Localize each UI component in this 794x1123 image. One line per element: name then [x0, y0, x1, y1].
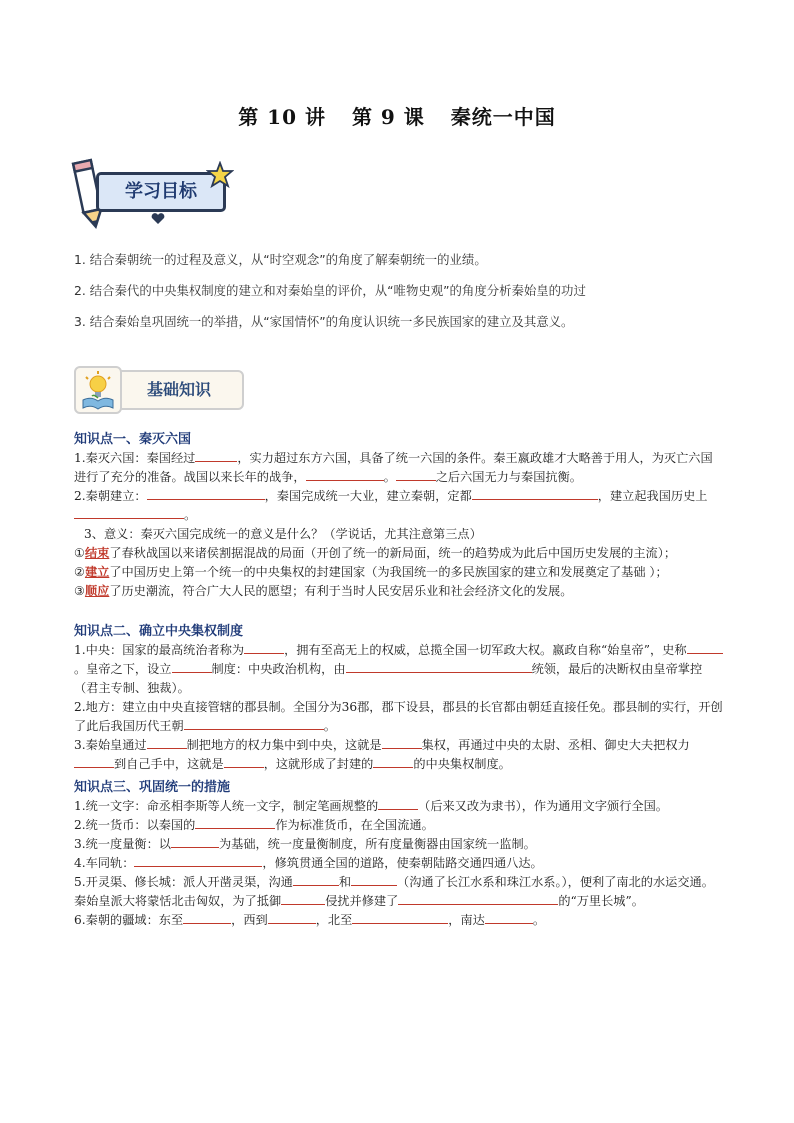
fill-blank[interactable] [352, 911, 448, 924]
k1-question: 3、意义：秦灭六国完成统一的意义是什么？（学说话，尤其注意第三点） [84, 527, 482, 541]
fill-blank[interactable] [268, 911, 316, 924]
fill-blank[interactable] [485, 911, 533, 924]
fill-blank[interactable] [244, 641, 284, 654]
k3-paragraph-5: 5.开灵渠、修长城：派人开凿灵渠，沟通 和 （沟通了长江水系和珠江水系。），便利了南北的水运交通。秦始皇派大将蒙恬北击匈奴，为了抵御 侵扰并修建了 的“万里长城”。 [74, 875, 714, 908]
section-heading: 知识点一、秦灭六国 [74, 432, 192, 447]
basics-badge-label: 基础知识 [114, 370, 244, 410]
goals-badge [68, 155, 233, 233]
k2-paragraph-3: 3.秦始皇通过 制把地方的权力集中到中央，这就是 集权，再通过中央的太尉、丞相、御史大夫把权力到自己手中，这就是 ，这就形成了封建的 的中央集权制度。 [74, 738, 690, 771]
fill-blank[interactable] [74, 755, 114, 768]
fill-blank[interactable] [183, 911, 231, 924]
title-name: 秦统一中国 [450, 105, 556, 129]
title-lecture: 第 10 讲 [238, 105, 326, 129]
k3-paragraph-1: 1.统一文字：命丞相李斯等人统一文字，制定笔画规整的 （后来又改为隶书），作为通用文字颁行全国。 [74, 799, 668, 813]
fill-blank[interactable] [184, 717, 324, 730]
fill-blank[interactable] [195, 449, 237, 462]
goal-item: 2. 结合秦代的中央集权制度的建立和对秦始皇的评价，从“唯物史观”的角度分析秦始皇的功过 [74, 283, 586, 298]
k3-paragraph-4: 4.车同轨： ，修筑贯通全国的道路，使秦朝陆路交通四通八达。 [74, 856, 543, 870]
heart-icon [151, 213, 165, 225]
k2-paragraph-1: 1.中央：国家的最高统治者称为 ，拥有至高无上的权威，总揽全国一切军政大权。嬴政自称“始皇帝”，史称。皇帝之下，设立 制度：中央政治机构，由 统领，最后的决断权由皇帝掌控（君主专制、独裁）。 [74, 641, 724, 698]
knowledge-content [74, 430, 724, 930]
fill-blank[interactable] [351, 873, 397, 886]
goals-badge-label: 学习目标 [96, 172, 226, 212]
k3-paragraph-3: 3.统一度量衡：以 为基础，统一度量衡制度，所有度量衡器由国家统一监制。 [74, 837, 536, 851]
fill-blank[interactable] [224, 755, 264, 768]
goal-item: 3. 结合秦始皇巩固统一的举措，从“家国情怀”的角度认识统一多民族国家的建立及其意义。 [74, 314, 574, 329]
page-title [0, 101, 794, 130]
section-heading: 知识点三、巩固统一的措施 [74, 780, 231, 795]
fill-blank[interactable] [293, 873, 339, 886]
fill-blank[interactable] [687, 641, 723, 654]
fill-blank[interactable] [382, 736, 422, 749]
fill-blank[interactable] [134, 854, 262, 867]
goal-item: 1. 结合秦朝统一的过程及意义，从“时空观念”的角度了解秦朝统一的业绩。 [74, 252, 487, 267]
fill-blank[interactable] [74, 506, 184, 519]
fill-blank[interactable] [171, 835, 219, 848]
fill-blank[interactable] [398, 892, 558, 905]
fill-blank[interactable] [396, 468, 436, 481]
k1-meaning-2: ②建立了中国历史上第一个统一的中央集权的封建国家（为我国统一的多民族国家的建立和发展奠定了基础 ）； [74, 565, 668, 579]
fill-blank[interactable] [378, 797, 418, 810]
fill-blank[interactable] [373, 755, 413, 768]
k3-paragraph-6: 6.秦朝的疆域：东至 ，西到 ，北至 ，南达 。 [74, 913, 546, 927]
k2-paragraph-2: 2.地方：建立由中央直接管辖的郡县制。全国分为36郡，郡下设县，郡县的长官都由朝廷直接任免。郡县制的实行，开创了此后我国历代王朝 。 [74, 700, 723, 733]
title-lesson: 第 9 课 [351, 105, 425, 129]
fill-blank[interactable] [147, 487, 265, 500]
fill-blank[interactable] [472, 487, 598, 500]
k3-paragraph-2: 2.统一货币：以秦国的 作为标准货币，在全国流通。 [74, 818, 434, 832]
k1-meaning-1: ①结束了春秋战国以来诸侯割据混战的局面（开创了统一的新局面，统一的趋势成为此后中国历史发展的主流）； [74, 546, 677, 560]
basics-badge [74, 366, 246, 416]
fill-blank[interactable] [281, 892, 325, 905]
section-heading: 知识点二、确立中央集权制度 [74, 624, 244, 639]
k1-paragraph-1: 1.秦灭六国：秦国经过 ，实力超过东方六国，具备了统一六国的条件。秦王嬴政雄才大略善于用人，为灭亡六国进行了充分的准备。战国以来长年的战争， 。 之后六国无力与秦国抗衡。 [74, 451, 713, 484]
fill-blank[interactable] [195, 816, 275, 829]
fill-blank[interactable] [172, 660, 212, 673]
k1-paragraph-2: 2.秦朝建立： ，秦国完成统一大业，建立秦朝，定都 ，建立起我国历史上。 [74, 489, 708, 522]
star-icon [206, 161, 234, 189]
fill-blank[interactable] [306, 468, 384, 481]
bulb-book-icon [74, 366, 122, 414]
k1-meaning-3: ③顺应了历史潮流，符合广大人民的愿望；有利于当时人民安居乐业和社会经济文化的发展。 [74, 584, 573, 598]
fill-blank[interactable] [147, 736, 187, 749]
fill-blank[interactable] [346, 660, 532, 673]
